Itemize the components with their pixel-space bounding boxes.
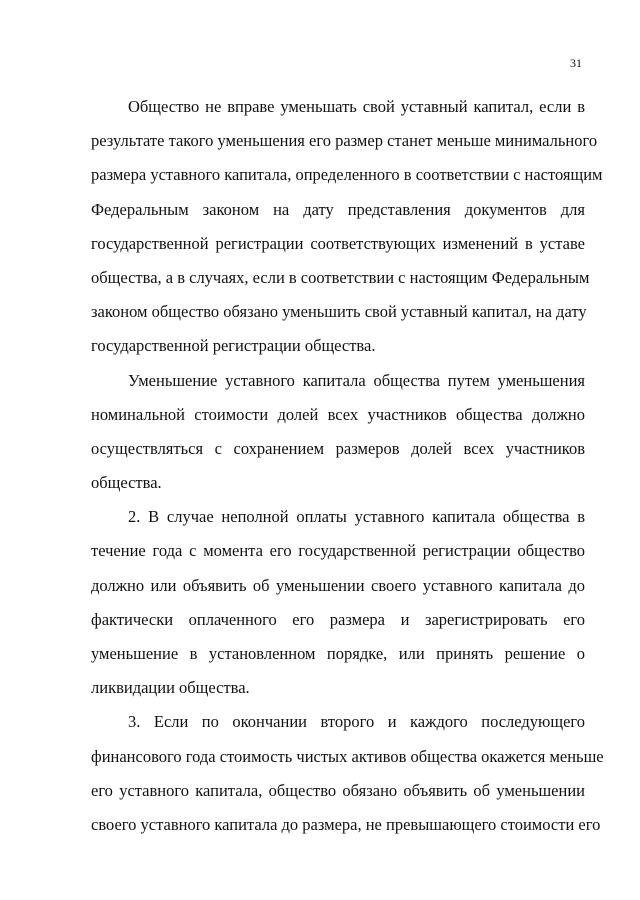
text-line: своего уставного капитала до размера, не превышающего стоимости его <box>91 814 601 834</box>
text-line: должно или объявить об уменьшении своего уставного капитала до <box>91 575 585 595</box>
page-number: 31 <box>570 56 582 70</box>
text-line: результате такого уменьшения его размер станет меньше минимального <box>91 131 598 151</box>
text-line: Уменьшение уставного капитала общества путем уменьшения <box>128 370 585 390</box>
text-line: ликвидации общества. <box>91 678 250 698</box>
text-line: финансового года стоимость чистых активов общества окажется меньше <box>91 746 604 766</box>
text-line: государственной регистрации соответствующих изменений в уставе <box>91 233 585 253</box>
text-line: законом общество обязано уменьшить свой уставный капитал, на дату <box>91 302 587 322</box>
body-text <box>91 90 604 842</box>
text-line: размера уставного капитала, определенного в соответствии с настоящим <box>91 165 603 185</box>
text-line: течение года с момента его государственной регистрации общество <box>91 541 585 561</box>
text-line: осуществляться с сохранением размеров долей всех участников <box>91 438 585 458</box>
text-line: общества, а в случаях, если в соответствии с настоящим Федеральным <box>91 267 590 287</box>
text-line: государственной регистрации общества. <box>91 336 376 356</box>
text-line: фактически оплаченного его размера и зарегистрировать его <box>91 609 585 629</box>
text-line: Общество не вправе уменьшать свой уставный капитал, если в <box>128 97 585 116</box>
text-line: 2. В случае неполной оплаты уставного капитала общества в <box>128 507 585 527</box>
text-line: уменьшение в установленном порядке, или принять решение о <box>91 644 585 663</box>
text-line: Федеральным законом на дату представления документов для <box>91 199 585 219</box>
text-line: номинальной стоимости долей всех участников общества должно <box>91 404 585 424</box>
text-line: его уставного капитала, общество обязано объявить об уменьшении <box>91 780 585 800</box>
text-line: общества. <box>91 473 162 493</box>
text-line: 3. Если по окончании второго и каждого последующего <box>128 712 585 732</box>
